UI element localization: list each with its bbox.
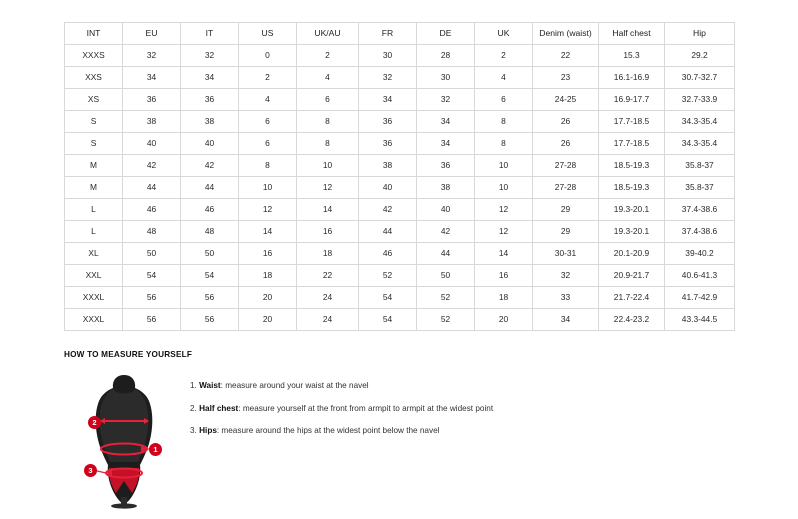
- cell: 54: [181, 265, 239, 287]
- column-header-it: IT: [181, 23, 239, 45]
- cell: 56: [181, 287, 239, 309]
- cell: 34.3-35.4: [665, 133, 735, 155]
- cell: XL: [65, 243, 123, 265]
- cell: 28: [417, 45, 475, 67]
- cell: 52: [359, 265, 417, 287]
- cell: 42: [181, 155, 239, 177]
- how-to-measure-body: [64, 369, 744, 509]
- cell: 20: [475, 309, 533, 331]
- cell: 22: [533, 45, 599, 67]
- cell: 16.1-16.9: [599, 67, 665, 89]
- cell: 32: [181, 45, 239, 67]
- measure-text-hips: : measure around the hips at the widest point below the navel: [216, 426, 440, 436]
- cell: 14: [475, 243, 533, 265]
- cell: 16: [297, 221, 359, 243]
- cell: 10: [475, 155, 533, 177]
- table-row: [65, 287, 735, 309]
- cell: 18: [475, 287, 533, 309]
- cell: 29: [533, 199, 599, 221]
- cell: 6: [475, 89, 533, 111]
- table-row: [65, 89, 735, 111]
- cell: 36: [417, 155, 475, 177]
- table-row: [65, 309, 735, 331]
- cell: 4: [239, 89, 297, 111]
- cell: 23: [533, 67, 599, 89]
- table-header-row: [65, 23, 735, 45]
- cell: 54: [359, 309, 417, 331]
- cell: 2: [297, 45, 359, 67]
- cell: 30: [417, 67, 475, 89]
- cell: 27-28: [533, 177, 599, 199]
- cell: 48: [181, 221, 239, 243]
- cell: 36: [123, 89, 181, 111]
- cell: 29.2: [665, 45, 735, 67]
- measure-term-hips: Hips: [199, 426, 217, 436]
- cell: 32.7-33.9: [665, 89, 735, 111]
- cell: S: [65, 111, 123, 133]
- badge-hips: 3: [84, 464, 97, 477]
- cell: 46: [123, 199, 181, 221]
- measure-number-waist: 1.: [190, 381, 197, 390]
- measure-number-half-chest: 2.: [190, 403, 197, 413]
- cell: 50: [181, 243, 239, 265]
- mannequin-illustration-icon: [64, 369, 184, 509]
- table-row: [65, 177, 735, 199]
- cell: 54: [359, 287, 417, 309]
- table-row: [65, 155, 735, 177]
- cell: 40: [359, 177, 417, 199]
- cell: 46: [181, 199, 239, 221]
- size-conversion-table: [64, 22, 735, 331]
- cell: 8: [297, 133, 359, 155]
- cell: 12: [239, 199, 297, 221]
- cell: 52: [417, 287, 475, 309]
- cell: 44: [417, 243, 475, 265]
- cell: 30-31: [533, 243, 599, 265]
- cell: 34: [533, 309, 599, 331]
- cell: XXXL: [65, 287, 123, 309]
- measure-instruction-half-chest: [190, 404, 744, 415]
- cell: 14: [297, 199, 359, 221]
- cell: 52: [417, 309, 475, 331]
- cell: 20: [239, 287, 297, 309]
- cell: 15.3: [599, 45, 665, 67]
- cell: XXXL: [65, 309, 123, 331]
- measurement-instructions: [184, 369, 744, 449]
- cell: 32: [417, 89, 475, 111]
- cell: 20.1-20.9: [599, 243, 665, 265]
- cell: 42: [417, 221, 475, 243]
- cell: 32: [533, 265, 599, 287]
- cell: 34: [417, 111, 475, 133]
- cell: 32: [359, 67, 417, 89]
- cell: 44: [123, 177, 181, 199]
- badge-half-chest: 2: [88, 416, 101, 429]
- mannequin-figure: [64, 369, 184, 509]
- cell: 18.5-19.3: [599, 177, 665, 199]
- column-header-fr: FR: [359, 23, 417, 45]
- cell: 40: [181, 133, 239, 155]
- cell: 42: [123, 155, 181, 177]
- cell: L: [65, 199, 123, 221]
- cell: 16: [475, 265, 533, 287]
- cell: 50: [123, 243, 181, 265]
- column-header-uk-au: UK/AU: [297, 23, 359, 45]
- column-header-eu: EU: [123, 23, 181, 45]
- measure-term-half-chest: Half chest: [199, 403, 239, 413]
- cell: 24-25: [533, 89, 599, 111]
- cell: 36: [359, 133, 417, 155]
- cell: 4: [297, 67, 359, 89]
- measure-instruction-waist: [190, 381, 744, 392]
- cell: 2: [239, 67, 297, 89]
- column-header-hip: Hip: [665, 23, 735, 45]
- how-to-measure-title: HOW TO MEASURE YOURSELF: [64, 350, 193, 359]
- cell: XXS: [65, 67, 123, 89]
- cell: 34: [417, 133, 475, 155]
- cell: 36: [359, 111, 417, 133]
- cell: 36: [181, 89, 239, 111]
- cell: 35.8-37: [665, 177, 735, 199]
- cell: 50: [417, 265, 475, 287]
- cell: 35.8-37: [665, 155, 735, 177]
- cell: 30: [359, 45, 417, 67]
- cell: 33: [533, 287, 599, 309]
- cell: 24: [297, 287, 359, 309]
- cell: 44: [181, 177, 239, 199]
- cell: 41.7-42.9: [665, 287, 735, 309]
- cell: XS: [65, 89, 123, 111]
- cell: 40.6-41.3: [665, 265, 735, 287]
- cell: 16: [239, 243, 297, 265]
- cell: 43.3-44.5: [665, 309, 735, 331]
- cell: 17.7-18.5: [599, 133, 665, 155]
- cell: 34: [181, 67, 239, 89]
- cell: 20.9-21.7: [599, 265, 665, 287]
- cell: 37.4-38.6: [665, 199, 735, 221]
- cell: 18: [239, 265, 297, 287]
- cell: 40: [123, 133, 181, 155]
- cell: 44: [359, 221, 417, 243]
- table-row: [65, 67, 735, 89]
- cell: 32: [123, 45, 181, 67]
- column-header-denim-waist: Denim (waist): [533, 23, 599, 45]
- table-header: [65, 23, 735, 45]
- cell: 20: [239, 309, 297, 331]
- measure-term-waist: Waist: [199, 381, 221, 390]
- cell: 24: [297, 309, 359, 331]
- cell: 34: [123, 67, 181, 89]
- column-header-uk: UK: [475, 23, 533, 45]
- table-row: [65, 265, 735, 287]
- table-body: [65, 45, 735, 331]
- cell: 0: [239, 45, 297, 67]
- cell: 34: [359, 89, 417, 111]
- cell: 37.4-38.6: [665, 221, 735, 243]
- cell: 34.3-35.4: [665, 111, 735, 133]
- cell: 16.9-17.7: [599, 89, 665, 111]
- cell: 29: [533, 221, 599, 243]
- cell: 48: [123, 221, 181, 243]
- cell: 22.4-23.2: [599, 309, 665, 331]
- cell: 14: [239, 221, 297, 243]
- cell: 12: [297, 177, 359, 199]
- table-row: [65, 111, 735, 133]
- cell: 17.7-18.5: [599, 111, 665, 133]
- cell: 10: [239, 177, 297, 199]
- cell: 6: [239, 133, 297, 155]
- cell: M: [65, 177, 123, 199]
- cell: 38: [359, 155, 417, 177]
- cell: 12: [475, 199, 533, 221]
- table-row: [65, 45, 735, 67]
- cell: 8: [239, 155, 297, 177]
- cell: 4: [475, 67, 533, 89]
- cell: 30.7-32.7: [665, 67, 735, 89]
- cell: 54: [123, 265, 181, 287]
- cell: 38: [181, 111, 239, 133]
- cell: 2: [475, 45, 533, 67]
- cell: XXXS: [65, 45, 123, 67]
- table-row: [65, 133, 735, 155]
- cell: 10: [297, 155, 359, 177]
- cell: 56: [181, 309, 239, 331]
- cell: 8: [475, 133, 533, 155]
- cell: 10: [475, 177, 533, 199]
- cell: 26: [533, 111, 599, 133]
- cell: 26: [533, 133, 599, 155]
- cell: 6: [239, 111, 297, 133]
- table-row: [65, 221, 735, 243]
- how-to-measure-section: [64, 350, 744, 509]
- cell: M: [65, 155, 123, 177]
- column-header-us: US: [239, 23, 297, 45]
- cell: 21.7-22.4: [599, 287, 665, 309]
- badge-waist: 1: [149, 443, 162, 456]
- measure-text-waist: : measure around your waist at the navel: [220, 381, 369, 390]
- cell: 19.3-20.1: [599, 199, 665, 221]
- cell: 39-40.2: [665, 243, 735, 265]
- table-row: [65, 243, 735, 265]
- measure-number-hips: 3.: [190, 426, 197, 436]
- cell: 42: [359, 199, 417, 221]
- cell: 19.3-20.1: [599, 221, 665, 243]
- measure-text-half-chest: : measure yourself at the front from armpit to armpit at the widest point: [238, 403, 494, 413]
- cell: 12: [475, 221, 533, 243]
- cell: 8: [297, 111, 359, 133]
- cell: 27-28: [533, 155, 599, 177]
- cell: 18.5-19.3: [599, 155, 665, 177]
- cell: S: [65, 133, 123, 155]
- cell: 46: [359, 243, 417, 265]
- size-chart-container: [64, 22, 734, 331]
- cell: 56: [123, 287, 181, 309]
- cell: 40: [417, 199, 475, 221]
- column-header-half-chest: Half chest: [599, 23, 665, 45]
- cell: 6: [297, 89, 359, 111]
- cell: XXL: [65, 265, 123, 287]
- cell: 18: [297, 243, 359, 265]
- cell: 38: [123, 111, 181, 133]
- cell: 8: [475, 111, 533, 133]
- column-header-int: INT: [65, 23, 123, 45]
- cell: L: [65, 221, 123, 243]
- cell: 22: [297, 265, 359, 287]
- table-row: [65, 199, 735, 221]
- cell: 38: [417, 177, 475, 199]
- cell: 56: [123, 309, 181, 331]
- column-header-de: DE: [417, 23, 475, 45]
- measure-instruction-hips: [190, 426, 744, 437]
